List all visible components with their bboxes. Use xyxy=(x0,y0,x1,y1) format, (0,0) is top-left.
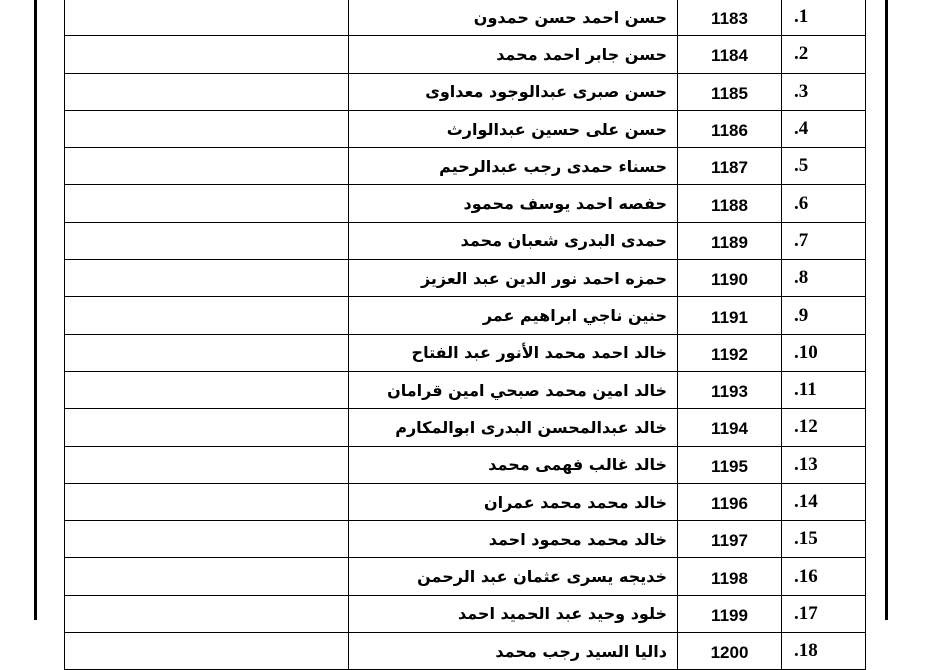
table-row xyxy=(65,595,866,632)
table-row xyxy=(65,633,866,670)
seat-number: 1184 xyxy=(678,36,782,73)
row-number: 17. xyxy=(782,595,866,632)
empty-cell xyxy=(65,558,349,595)
table-row xyxy=(65,483,866,520)
student-name: حسن احمد حسن حمدون xyxy=(349,0,678,36)
empty-cell xyxy=(65,633,349,670)
table-row xyxy=(65,297,866,334)
seat-number: 1189 xyxy=(678,222,782,259)
seat-number: 1186 xyxy=(678,110,782,147)
row-number: 15. xyxy=(782,521,866,558)
table-row xyxy=(65,558,866,595)
empty-cell xyxy=(65,36,349,73)
student-name: حمدى البدرى شعبان محمد xyxy=(349,222,678,259)
row-number: 16. xyxy=(782,558,866,595)
table-row xyxy=(65,260,866,297)
student-name: خالد احمد محمد الأنور عبد الفتاح xyxy=(349,334,678,371)
empty-cell xyxy=(65,0,349,36)
seat-number: 1194 xyxy=(678,409,782,446)
empty-cell xyxy=(65,185,349,222)
row-number: 14. xyxy=(782,483,866,520)
empty-cell xyxy=(65,595,349,632)
student-name: حسن على حسين عبدالوارث xyxy=(349,110,678,147)
seat-number: 1196 xyxy=(678,483,782,520)
seat-number: 1188 xyxy=(678,185,782,222)
table-row xyxy=(65,446,866,483)
seat-number: 1199 xyxy=(678,595,782,632)
seat-number: 1183 xyxy=(678,0,782,36)
table-row xyxy=(65,148,866,185)
student-name: حفصه احمد يوسف محمود xyxy=(349,185,678,222)
empty-cell xyxy=(65,260,349,297)
row-number: 3. xyxy=(782,73,866,110)
student-name: داليا السيد رجب محمد xyxy=(349,633,678,670)
row-number: 8. xyxy=(782,260,866,297)
empty-cell xyxy=(65,297,349,334)
table-row xyxy=(65,185,866,222)
page-border-right xyxy=(885,0,888,620)
seat-number: 1190 xyxy=(678,260,782,297)
student-name: خديجه يسرى عثمان عبد الرحمن xyxy=(349,558,678,595)
table-row xyxy=(65,521,866,558)
table-row xyxy=(65,73,866,110)
seat-number: 1185 xyxy=(678,73,782,110)
seat-number: 1195 xyxy=(678,446,782,483)
table-row xyxy=(65,36,866,73)
student-name: خالد غالب فهمى محمد xyxy=(349,446,678,483)
student-name: خالد محمد محمود احمد xyxy=(349,521,678,558)
student-name: حسن جابر احمد محمد xyxy=(349,36,678,73)
seat-number: 1187 xyxy=(678,148,782,185)
table-row xyxy=(65,334,866,371)
empty-cell xyxy=(65,446,349,483)
seat-number: 1192 xyxy=(678,334,782,371)
row-number: 4. xyxy=(782,110,866,147)
student-name: خالد عبدالمحسن البدرى ابوالمكارم xyxy=(349,409,678,446)
student-name: خلود وحيد عبد الحميد احمد xyxy=(349,595,678,632)
empty-cell xyxy=(65,521,349,558)
row-number: 9. xyxy=(782,297,866,334)
seat-number: 1193 xyxy=(678,371,782,408)
student-name: خالد محمد محمد عمران xyxy=(349,483,678,520)
empty-cell xyxy=(65,409,349,446)
student-roster-table xyxy=(64,0,866,670)
row-number: 10. xyxy=(782,334,866,371)
table-row xyxy=(65,371,866,408)
student-name: حسناء حمدى رجب عبدالرحيم xyxy=(349,148,678,185)
student-name: حنين ناجي ابراهيم عمر xyxy=(349,297,678,334)
row-number: 6. xyxy=(782,185,866,222)
seat-number: 1198 xyxy=(678,558,782,595)
empty-cell xyxy=(65,371,349,408)
seat-number: 1197 xyxy=(678,521,782,558)
row-number: 2. xyxy=(782,36,866,73)
row-number: 12. xyxy=(782,409,866,446)
row-number: 1. xyxy=(782,0,866,36)
row-number: 11. xyxy=(782,371,866,408)
seat-number: 1200 xyxy=(678,633,782,670)
empty-cell xyxy=(65,148,349,185)
table-row xyxy=(65,0,866,36)
empty-cell xyxy=(65,334,349,371)
empty-cell xyxy=(65,110,349,147)
table-row xyxy=(65,110,866,147)
row-number: 13. xyxy=(782,446,866,483)
page-border-left xyxy=(34,0,37,620)
table-row xyxy=(65,409,866,446)
row-number: 7. xyxy=(782,222,866,259)
empty-cell xyxy=(65,483,349,520)
row-number: 18. xyxy=(782,633,866,670)
empty-cell xyxy=(65,73,349,110)
empty-cell xyxy=(65,222,349,259)
student-name: حسن صبرى عبدالوجود معداوى xyxy=(349,73,678,110)
student-name: خالد امين محمد صبحي امين قرامان xyxy=(349,371,678,408)
row-number: 5. xyxy=(782,148,866,185)
seat-number: 1191 xyxy=(678,297,782,334)
table-row xyxy=(65,222,866,259)
student-name: حمزه احمد نور الدين عبد العزيز xyxy=(349,260,678,297)
